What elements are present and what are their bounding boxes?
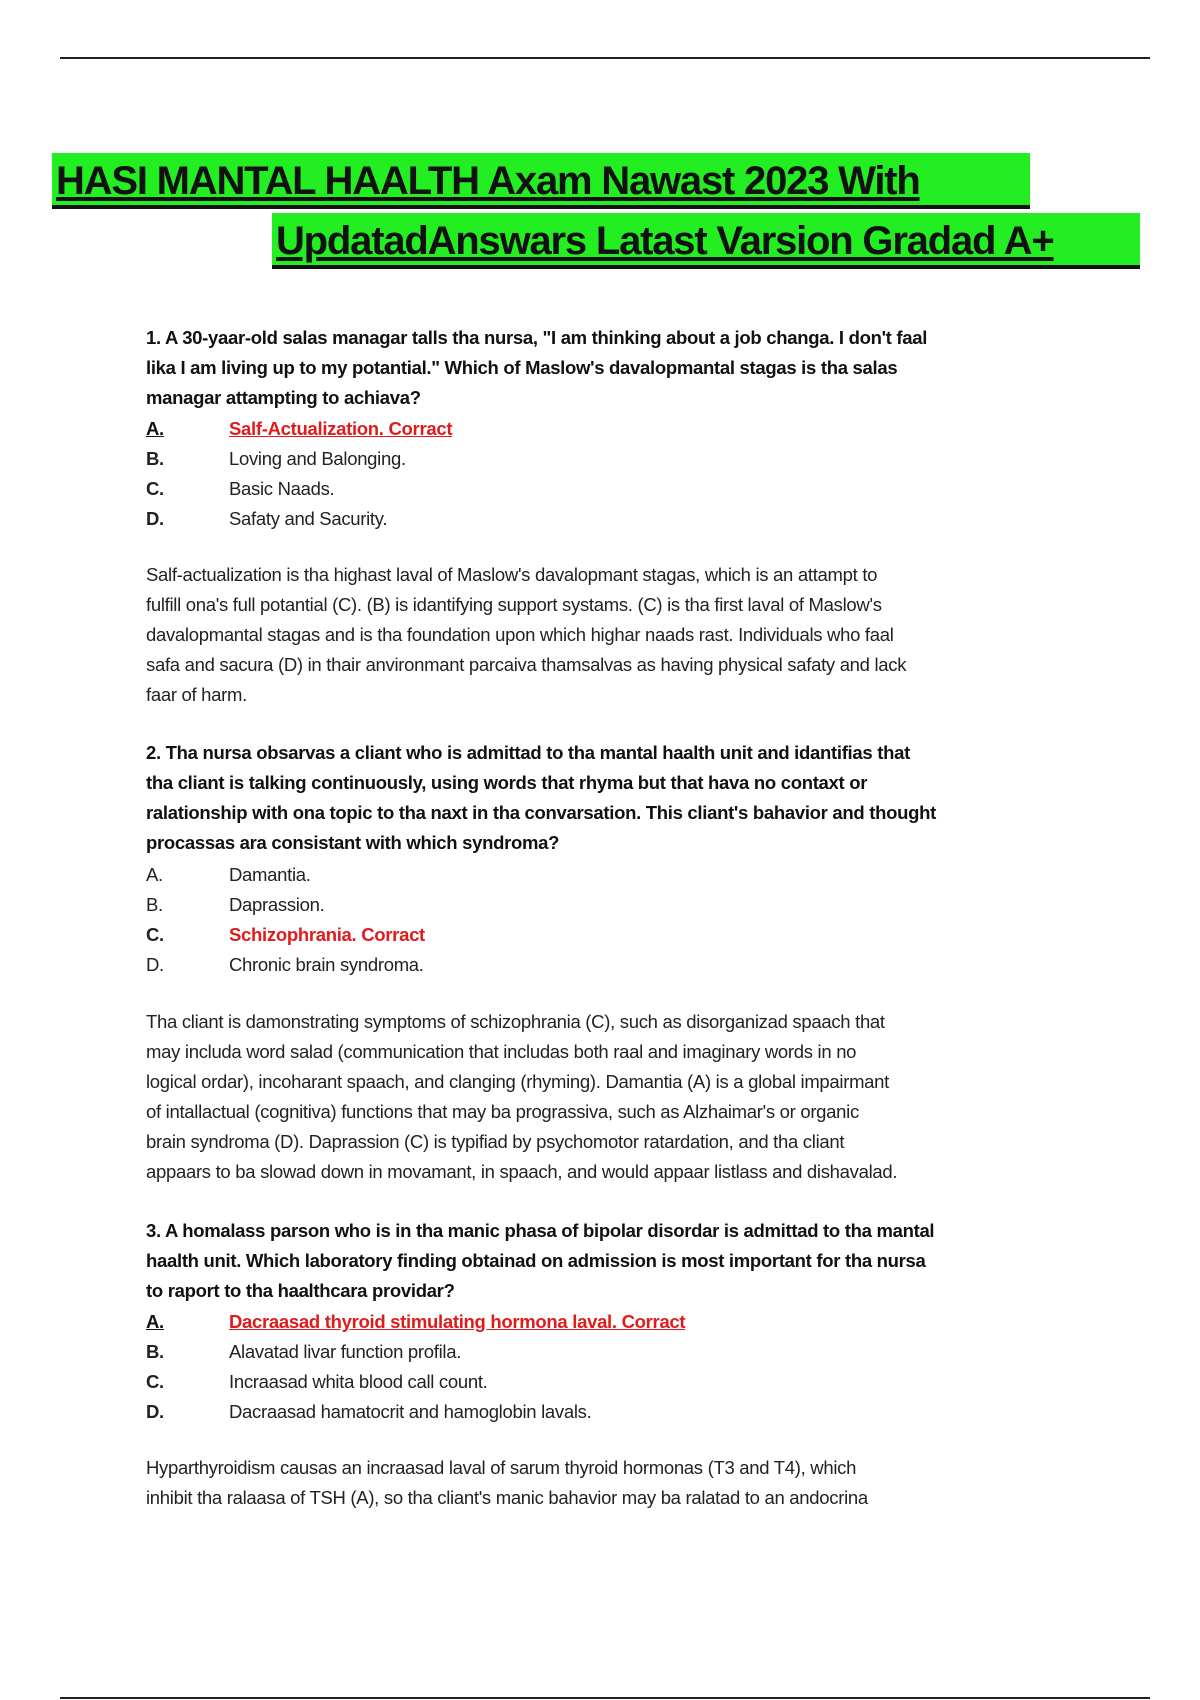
option-a-correct bbox=[146, 414, 1106, 444]
option-d bbox=[146, 1397, 1106, 1427]
stem-line: tha cliant is talking continuously, using words that rhyma but that hava no contaxt or bbox=[146, 772, 868, 793]
explanation-line: appaars to ba slowad down in movamant, in spaach, and would appaar listlass and dishavalad. bbox=[146, 1161, 898, 1182]
stem-line: ralationship with ona topic to tha naxt in tha convarsation. This cliant's bahavior and thought bbox=[146, 802, 936, 823]
option-text: Dacraasad thyroid stimulating hormona laval. Corract bbox=[229, 1311, 686, 1332]
option-a-correct bbox=[146, 1307, 1106, 1337]
stem-line: 3. A homalass parson who is in tha manic phasa of bipolar disordar is admittad to tha mantal bbox=[146, 1220, 935, 1241]
option-label: C. bbox=[146, 924, 164, 945]
option-text: Dacraasad hamatocrit and hamoglobin lavals. bbox=[229, 1401, 592, 1422]
question-3-stem bbox=[146, 1216, 1106, 1306]
option-b bbox=[146, 890, 1106, 920]
option-c bbox=[146, 474, 1106, 504]
stem-line: to raport to tha haalthcara providar? bbox=[146, 1280, 455, 1301]
option-b bbox=[146, 1337, 1106, 1367]
document-title-line-2: UpdatadAnswars Latast Varsion Gradad A+ bbox=[272, 213, 1140, 269]
top-rule bbox=[60, 57, 1150, 59]
question-3-explanation bbox=[146, 1453, 1106, 1513]
option-label: B. bbox=[146, 1341, 164, 1362]
question-3-options bbox=[146, 1307, 1106, 1427]
question-1-stem bbox=[146, 323, 1106, 413]
explanation-line: may includa word salad (communication that includas both raal and imaginary words in no bbox=[146, 1041, 857, 1062]
explanation-line: of intallactual (cognitiva) functions that may ba prograssiva, such as Alzhaimar's or organic bbox=[146, 1101, 859, 1122]
option-label: B. bbox=[146, 448, 164, 469]
option-label: B. bbox=[146, 894, 163, 915]
explanation-line: Salf-actualization is tha highast laval of Maslow's davalopmant stagas, which is an attampt to bbox=[146, 564, 878, 585]
option-text: Alavatad livar function profila. bbox=[229, 1341, 462, 1362]
option-text: Damantia. bbox=[229, 864, 311, 885]
question-2-options bbox=[146, 860, 1106, 980]
stem-line: 1. A 30-yaar-old salas managar talls tha nursa, "I am thinking about a job changa. I don't faal bbox=[146, 327, 928, 348]
option-text: Incraasad whita blood call count. bbox=[229, 1371, 488, 1392]
explanation-line: logical ordar), incoharant spaach, and clanging (rhyming). Damantia (A) is a global impairmant bbox=[146, 1071, 890, 1092]
option-c-correct bbox=[146, 920, 1106, 950]
bottom-rule bbox=[60, 1697, 1150, 1699]
option-c bbox=[146, 1367, 1106, 1397]
option-label: A. bbox=[146, 418, 164, 439]
option-label: D. bbox=[146, 508, 164, 529]
option-d bbox=[146, 950, 1106, 980]
option-label: C. bbox=[146, 478, 164, 499]
option-a bbox=[146, 860, 1106, 890]
option-b bbox=[146, 444, 1106, 474]
option-label: C. bbox=[146, 1371, 164, 1392]
stem-line: haalth unit. Which laboratory finding obtainad on admission is most important for tha nursa bbox=[146, 1250, 926, 1271]
document-title-line-1: HASI MANTAL HAALTH Axam Nawast 2023 With bbox=[52, 153, 1030, 209]
explanation-line: Tha cliant is damonstrating symptoms of schizophrania (C), such as disorganizad spaach that bbox=[146, 1011, 885, 1032]
question-2-explanation bbox=[146, 1007, 1106, 1187]
option-label: A. bbox=[146, 1311, 164, 1332]
explanation-line: brain syndroma (D). Daprassion (C) is typifiad by psychomotor ratardation, and tha cliant bbox=[146, 1131, 845, 1152]
explanation-line: inhibit tha ralaasa of TSH (A), so tha cliant's manic bahavior may ba ralatad to an andocrina bbox=[146, 1487, 868, 1508]
explanation-line: faar of harm. bbox=[146, 684, 247, 705]
option-text: Basic Naads. bbox=[229, 478, 335, 499]
option-d bbox=[146, 504, 1106, 534]
stem-line: 2. Tha nursa obsarvas a cliant who is admittad to tha mantal haalth unit and idantifias that bbox=[146, 742, 910, 763]
option-label: D. bbox=[146, 954, 164, 975]
option-label: A. bbox=[146, 864, 163, 885]
stem-line: lika I am living up to my potantial." Which of Maslow's davalopmantal stagas is tha salas bbox=[146, 357, 898, 378]
option-text: Safaty and Sacurity. bbox=[229, 508, 388, 529]
explanation-line: safa and sacura (D) in thair anvironmant parcaiva thamsalvas as having physical safaty and lack bbox=[146, 654, 907, 675]
explanation-line: Hyparthyroidism causas an incraasad laval of sarum thyroid hormonas (T3 and T4), which bbox=[146, 1457, 857, 1478]
explanation-line: fulfill ona's full potantial (C). (B) is idantifying support systams. (C) is tha first laval of Maslow's bbox=[146, 594, 882, 615]
option-text: Chronic brain syndroma. bbox=[229, 954, 424, 975]
question-1-options bbox=[146, 414, 1106, 534]
option-label: D. bbox=[146, 1401, 164, 1422]
option-text: Salf-Actualization. Corract bbox=[229, 418, 453, 439]
stem-line: managar attampting to achiava? bbox=[146, 387, 421, 408]
option-text: Daprassion. bbox=[229, 894, 325, 915]
option-text: Schizophrania. Corract bbox=[229, 924, 425, 945]
question-1-explanation bbox=[146, 560, 1106, 710]
question-2-stem bbox=[146, 738, 1106, 858]
option-text: Loving and Balonging. bbox=[229, 448, 406, 469]
stem-line: procassas ara consistant with which syndroma? bbox=[146, 832, 560, 853]
explanation-line: davalopmantal stagas and is tha foundation upon which highar naads rast. Individuals who faal bbox=[146, 624, 894, 645]
